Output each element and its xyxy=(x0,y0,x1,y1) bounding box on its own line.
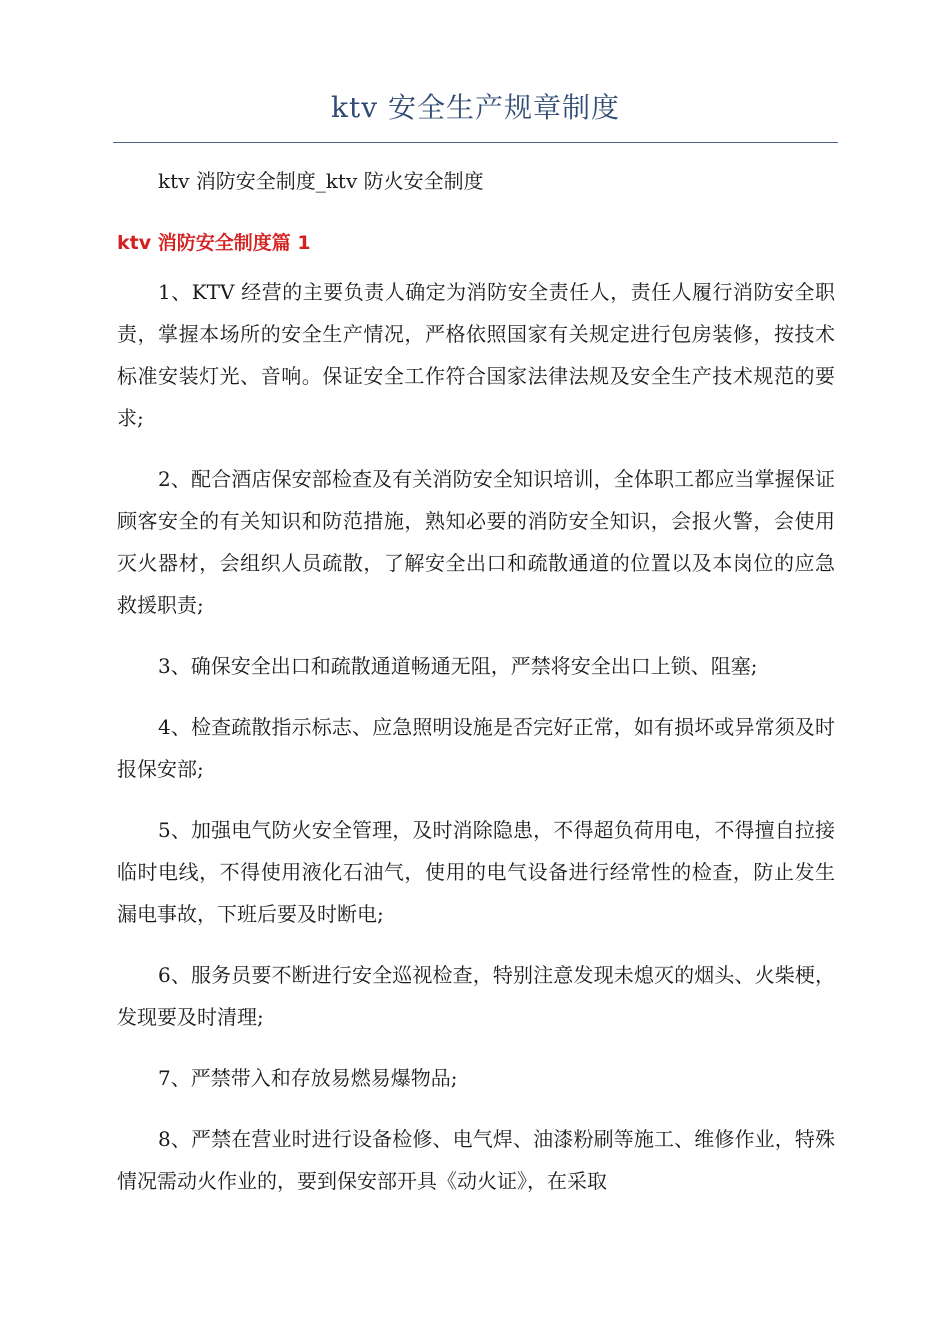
title-divider xyxy=(113,142,838,143)
paragraph-5: 5、加强电气防火安全管理，及时消除隐患，不得超负荷用电，不得擅自拉接临时电线，不得使用液化石油气，使用的电气设备进行经常性的检查，防止发生漏电事故，下班后要及时断电; xyxy=(117,818,835,926)
paragraph-3: 3、确保安全出口和疏散通道畅通无阻，严禁将安全出口上锁、阻塞; xyxy=(158,654,758,678)
paragraph-4: 4、检查疏散指示标志、应急照明设施是否完好正常，如有损坏或异常须及时报保安部; xyxy=(117,715,835,781)
paragraph-2: 2、配合酒店保安部检查及有关消防安全知识培训，全体职工都应当掌握保证顾客安全的有关知识和防范措施，熟知必要的消防安全知识，会报火警，会使用灭火器材，会组织人员疏散，了解安全出口和疏散通道的位置以及本岗位的应急救援职责; xyxy=(117,467,835,617)
body-text xyxy=(117,271,835,1221)
paragraph-6: 6、服务员要不断进行安全巡视检查，特别注意发现未熄灭的烟头、火柴梗，发现要及时清理; xyxy=(117,963,835,1029)
document-subtitle: ktv 消防安全制度_ktv 防火安全制度 xyxy=(158,169,484,193)
paragraph-8: 8、严禁在营业时进行设备检修、电气焊、油漆粉刷等施工、维修作业，特殊情况需动火作业的，要到保安部开具《动火证》，在采取 xyxy=(117,1127,835,1193)
paragraph-1: 1、KTV 经营的主要负责人确定为消防安全责任人，责任人履行消防安全职责，掌握本场所的安全生产情况，严格依照国家有关规定进行包房装修，按技术标准安装灯光、音响。保证安全工作符合国家法律法规及安全生产技术规范的要求; xyxy=(117,280,835,430)
paragraph-7: 7、严禁带入和存放易燃易爆物品; xyxy=(158,1066,458,1090)
section-heading: ktv 消防安全制度篇 1 xyxy=(117,232,311,254)
document-title: ktv 安全生产规章制度 xyxy=(331,91,620,124)
